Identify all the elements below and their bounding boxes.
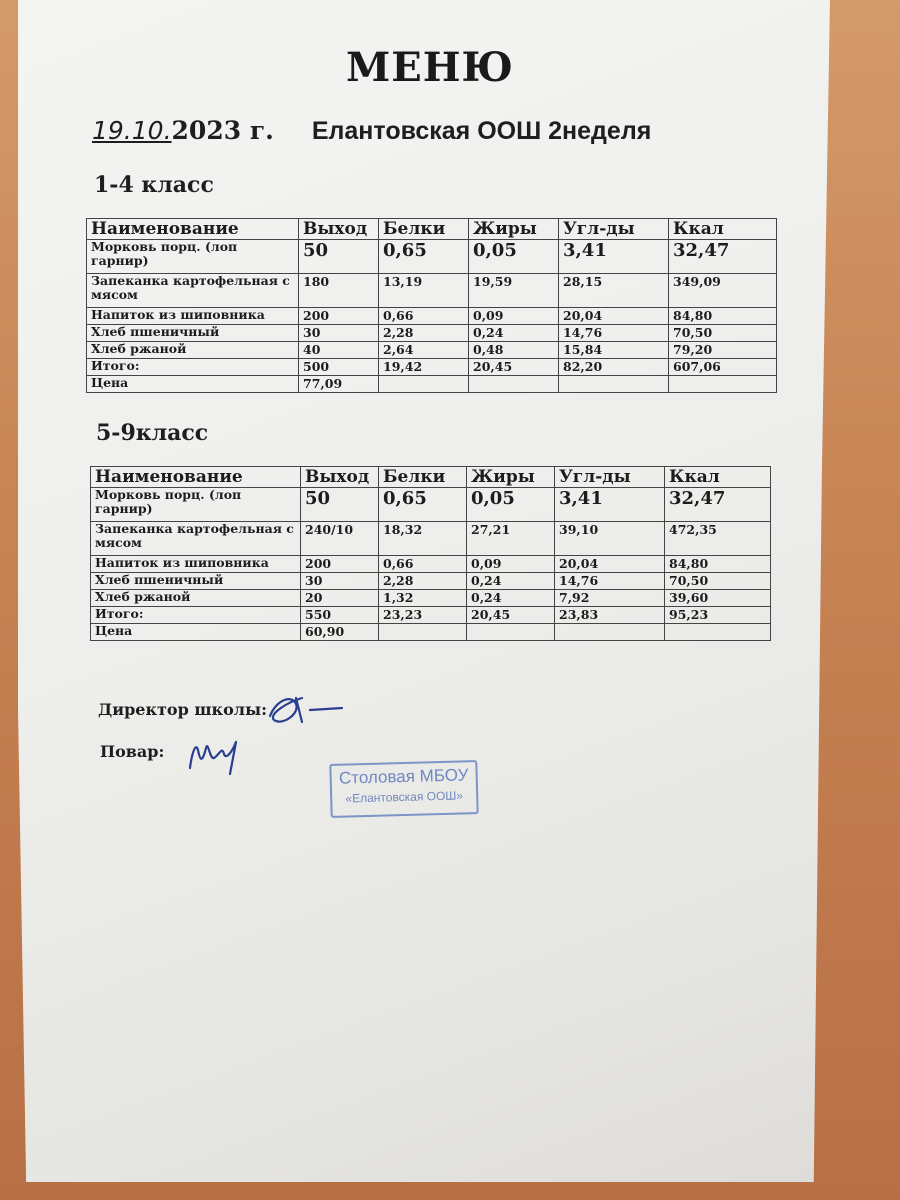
- item-name-cell: Итого:: [87, 359, 299, 376]
- yield-cell: 550: [301, 607, 379, 624]
- table-row: [87, 274, 777, 308]
- column-header: Выход: [299, 219, 379, 240]
- kcal-cell: 32,47: [665, 488, 771, 522]
- kcal-cell: 607,06: [669, 359, 777, 376]
- protein-cell: 2,64: [379, 342, 469, 359]
- fat-cell: 0,05: [467, 488, 555, 522]
- kcal-cell: 32,47: [669, 240, 777, 274]
- item-name-cell: Цена: [87, 376, 299, 393]
- fat-cell: 20,45: [467, 607, 555, 624]
- protein-cell: 19,42: [379, 359, 469, 376]
- item-name-cell: Запеканка картофельная с мясом: [87, 274, 299, 308]
- column-header: Выход: [301, 467, 379, 488]
- document-title: МЕНЮ: [345, 44, 515, 91]
- protein-cell: [379, 376, 469, 393]
- kcal-cell: 84,80: [665, 556, 771, 573]
- table-row: [87, 240, 777, 274]
- table-row: [91, 556, 771, 573]
- table-row: [91, 624, 771, 641]
- carbs-cell: [555, 624, 665, 641]
- kcal-cell: 79,20: [669, 342, 777, 359]
- yield-cell: 240/10: [301, 522, 379, 556]
- section-heading-5-9: 5-9класс: [96, 420, 209, 446]
- item-name-cell: Морковь порц. (лоп гарнир): [91, 488, 301, 522]
- table-row: [91, 522, 771, 556]
- item-name-cell: Хлеб ржаной: [87, 342, 299, 359]
- fat-cell: 0,09: [467, 556, 555, 573]
- item-name-cell: Запеканка картофельная с мясом: [91, 522, 301, 556]
- fat-cell: 27,21: [467, 522, 555, 556]
- protein-cell: 0,65: [379, 240, 469, 274]
- item-name-cell: Цена: [91, 624, 301, 641]
- yield-cell: 20: [301, 590, 379, 607]
- director-label: Директор школы:: [98, 700, 268, 719]
- carbs-cell: 39,10: [555, 522, 665, 556]
- carbs-cell: 7,92: [555, 590, 665, 607]
- table-row: [87, 376, 777, 393]
- kcal-cell: 95,23: [665, 607, 771, 624]
- protein-cell: [379, 624, 467, 641]
- kcal-cell: [669, 376, 777, 393]
- item-name-cell: Итого:: [91, 607, 301, 624]
- fat-cell: 20,45: [469, 359, 559, 376]
- carbs-cell: 20,04: [555, 556, 665, 573]
- table-row: [91, 590, 771, 607]
- carbs-cell: [559, 376, 669, 393]
- handwritten-date: 19.10.: [92, 116, 172, 145]
- column-header: Белки: [379, 467, 467, 488]
- yield-cell: 40: [299, 342, 379, 359]
- protein-cell: 0,66: [379, 556, 467, 573]
- yield-cell: 500: [299, 359, 379, 376]
- table-body: [87, 240, 777, 393]
- table-header-row: [91, 467, 771, 488]
- item-name-cell: Напиток из шиповника: [91, 556, 301, 573]
- carbs-cell: 20,04: [559, 308, 669, 325]
- fat-cell: [467, 624, 555, 641]
- carbs-cell: 82,20: [559, 359, 669, 376]
- stamp-line-1: Столовая МБОУ: [338, 765, 469, 788]
- yield-cell: 50: [301, 488, 379, 522]
- column-header: Наименование: [87, 219, 299, 240]
- kcal-cell: 70,50: [669, 325, 777, 342]
- column-header: Жиры: [469, 219, 559, 240]
- fat-cell: 0,24: [467, 573, 555, 590]
- table-row: [87, 308, 777, 325]
- cook-label: Повар:: [100, 742, 165, 761]
- protein-cell: 23,23: [379, 607, 467, 624]
- yield-cell: 60,90: [301, 624, 379, 641]
- cook-signature: [184, 730, 254, 780]
- item-name-cell: Морковь порц. (лоп гарнир): [87, 240, 299, 274]
- protein-cell: 0,66: [379, 308, 469, 325]
- column-header: Белки: [379, 219, 469, 240]
- table-body: [91, 488, 771, 641]
- kcal-cell: 70,50: [665, 573, 771, 590]
- column-header: Угл-ды: [555, 467, 665, 488]
- protein-cell: 2,28: [379, 573, 467, 590]
- carbs-cell: 3,41: [559, 240, 669, 274]
- yield-cell: 30: [301, 573, 379, 590]
- kcal-cell: 472,35: [665, 522, 771, 556]
- protein-cell: 0,65: [379, 488, 467, 522]
- fat-cell: 0,48: [469, 342, 559, 359]
- fat-cell: 19,59: [469, 274, 559, 308]
- column-header: Наименование: [91, 467, 301, 488]
- item-name-cell: Напиток из шиповника: [87, 308, 299, 325]
- column-header: Ккал: [669, 219, 777, 240]
- table-row: [87, 359, 777, 376]
- column-header: Ккал: [665, 467, 771, 488]
- section-heading-1-4: 1-4 класс: [94, 172, 214, 198]
- school-name: Елантовская ООШ 2неделя: [311, 117, 652, 145]
- carbs-cell: 15,84: [559, 342, 669, 359]
- table-row: [91, 607, 771, 624]
- date-year: 2023 г.: [171, 116, 274, 145]
- fat-cell: 0,09: [469, 308, 559, 325]
- menu-table-5-9: [90, 466, 771, 641]
- menu-table-1-4: [86, 218, 777, 393]
- protein-cell: 13,19: [379, 274, 469, 308]
- table-row: [87, 325, 777, 342]
- director-signature: [262, 690, 352, 734]
- column-header: Жиры: [467, 467, 555, 488]
- fat-cell: 0,24: [469, 325, 559, 342]
- item-name-cell: Хлеб пшеничный: [87, 325, 299, 342]
- protein-cell: 2,28: [379, 325, 469, 342]
- yield-cell: 180: [299, 274, 379, 308]
- table-row: [87, 342, 777, 359]
- kcal-cell: 84,80: [669, 308, 777, 325]
- carbs-cell: 23,83: [555, 607, 665, 624]
- protein-cell: 18,32: [379, 522, 467, 556]
- kcal-cell: 39,60: [665, 590, 771, 607]
- table-row: [91, 488, 771, 522]
- kcal-cell: 349,09: [669, 274, 777, 308]
- yield-cell: 200: [301, 556, 379, 573]
- item-name-cell: Хлеб ржаной: [91, 590, 301, 607]
- carbs-cell: 3,41: [555, 488, 665, 522]
- fat-cell: 0,24: [467, 590, 555, 607]
- stamp-line-2: «Елантовская ООШ»: [345, 788, 464, 806]
- fat-cell: [469, 376, 559, 393]
- protein-cell: 1,32: [379, 590, 467, 607]
- yield-cell: 50: [299, 240, 379, 274]
- item-name-cell: Хлеб пшеничный: [91, 573, 301, 590]
- kcal-cell: [665, 624, 771, 641]
- table-header-row: [87, 219, 777, 240]
- yield-cell: 200: [299, 308, 379, 325]
- carbs-cell: 14,76: [555, 573, 665, 590]
- column-header: Угл-ды: [559, 219, 669, 240]
- canteen-stamp: [329, 760, 478, 818]
- fat-cell: 0,05: [469, 240, 559, 274]
- carbs-cell: 28,15: [559, 274, 669, 308]
- date-line: [92, 116, 651, 146]
- yield-cell: 30: [299, 325, 379, 342]
- yield-cell: 77,09: [299, 376, 379, 393]
- carbs-cell: 14,76: [559, 325, 669, 342]
- table-row: [91, 573, 771, 590]
